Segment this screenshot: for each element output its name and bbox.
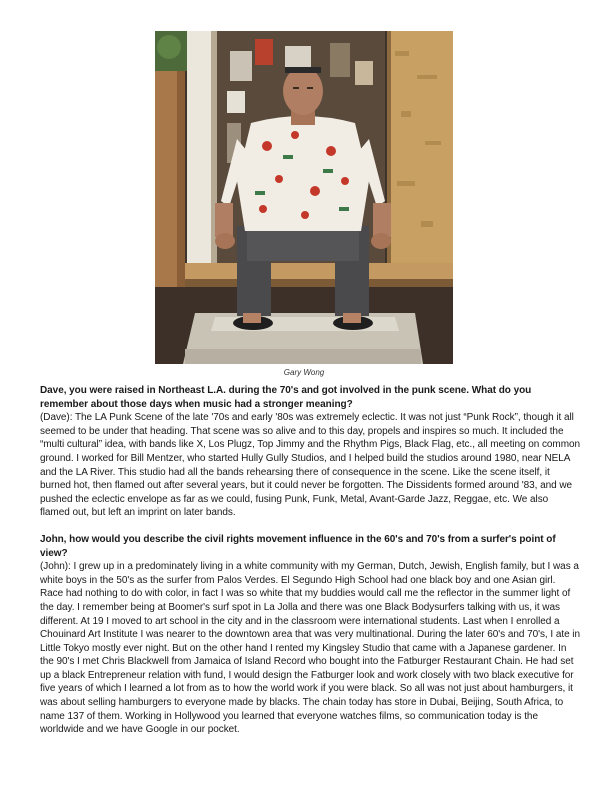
interview-question: Dave, you were raised in Northeast L.A. during the 70's and got involved in the punk scene. What do you remember about those days when music had a stronger meaning? — [40, 385, 532, 410]
interview-section-john — [40, 533, 580, 737]
interview-answer: (Dave): The LA Punk Scene of the late '70s and early '80s was extremely eclectic. It was not just “Punk Rock”, though it all seemed to be under that heading. That scene was so alive and to this day, propels and inspires so much. It included the “multi cultural” idea, with bands like X, Los Plugz, Top Jimmy and the Rhythm Pigs, Black Flag, etc., all meeting on common ground. I worked for Bill Mentzer, who started Hully Gully Studios, and I helped build the studios around 1980, near NELA and the LA River. This studio had all the bands rehearsing there of consequence in the scene. Like the scene itself, it burned hot, then flamed out after several years, but it could never be forgotten. The Dissidents formed around '83, and we pushed the eclectic envelope as far as we could, fusing Punk, Funk, Metal, Avant-Garde Jazz, Reggae, etc. We also flamed out, but left an imprint on later bands. — [40, 412, 581, 519]
interview-section-dave — [40, 384, 580, 520]
photo-caption: Gary Wong — [283, 368, 325, 377]
interview-article — [40, 384, 580, 737]
interview-question: John, how would you describe the civil rights movement influence in the 60's and 70's from a surfer's point of view? — [40, 533, 556, 559]
portrait-photo — [155, 31, 453, 364]
interview-answer: (John): I grew up in a predominately living in a white community with my German, Dutch, Jewish, English family, but I was a white boys in the 50's as the surfer from Palos Verdes. El Segundo High School had one black boy and one Asian girl. Race had nothing to do with color, in fact I was so white that my buddies would call me the reflector in the summer light of the day. I remember being at Boomer's surf spot in La Jolla and there was one Black Bodysurfers talking with us, it was different. At 19 I moved to art school in the city and in the classroom were international students. Last when I enrolled a Chouinard Art Institute I was nearer to the downtown area that was very multinational. During the later 60's and 70's, I ate in Little Tokyo mostly ever night. But on the other hand I rented my Kingsley Studio that came with a Japanese gardener. In the 90's I met Chris Blackwell from Jamaica of Island Record who bought into the Fatburger Restaurant Chain. He had set up a black Entrepreneur relation with fund, I would design the Fatburger look and work closely with two black executive for five years of which I learned a lot from as to how the world work if you were black. So all was not just about hamburgers, it was about selling hamburgers to everyone made by blacks. The chain today has store in Dubai, Beijing, South Africa, to name 137 of them. Working in Hollywood you learned that everyone watches films, so communication today is the worldwide and we have Google in our pocket. — [40, 561, 580, 736]
portrait-photo-illustration — [155, 31, 453, 364]
